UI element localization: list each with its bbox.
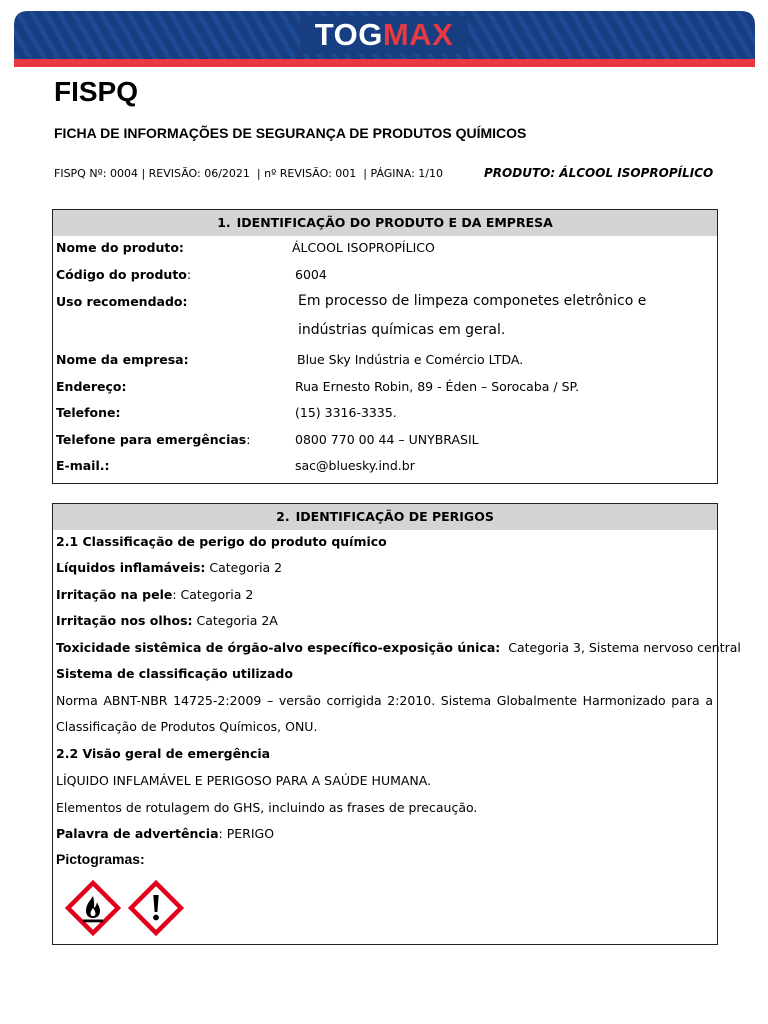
flame-pictogram-icon: [65, 880, 121, 936]
field-value-email[interactable]: sac@bluesky.ind.br: [295, 458, 415, 473]
brand-logo-part1: TOG: [314, 17, 383, 52]
field-label-product-code-suffix: :: [186, 267, 192, 282]
hazard-class-stot-label: Toxicidade sistêmica de órgão-alvo específico-exposição única:: [56, 640, 501, 655]
meta-revision-no: nº REVISÃO: 001: [264, 167, 357, 180]
meta-page: PÁGINA: 1/10: [370, 167, 444, 180]
subsection-2-2-title: 2.2 Visão geral de emergência: [56, 746, 271, 761]
field-value-product-name: ÁLCOOL ISOPROPÍLICO: [292, 240, 435, 255]
section1-title: IDENTIFICAÇÃO DO PRODUTO E DA EMPRESA: [236, 215, 553, 230]
field-value-address: Rua Ernesto Robin, 89 - Éden – Sorocaba / SP.: [295, 379, 580, 394]
hazard-class-eyes-label: Irritação nos olhos:: [56, 613, 193, 628]
field-value-emergency-phone: 0800 770 00 44 – UNYBRASIL: [295, 432, 479, 447]
classification-system-title: Sistema de classificação utilizado: [56, 666, 293, 681]
hazard-class-skin-value: : Categoria 2: [172, 587, 254, 602]
hazard-class-eyes-value: Categoria 2A: [192, 613, 278, 628]
document-subtitle: FICHA DE INFORMAÇÕES DE SEGURANÇA DE PRODUTOS QUÍMICOS: [54, 125, 527, 141]
field-label-product-code-text: Código do produto: [56, 267, 187, 282]
hazard-class-eyes: [56, 613, 278, 628]
section1-header: [53, 210, 717, 236]
section1-number: 1.: [217, 215, 231, 230]
document-title: FISPQ: [54, 76, 139, 107]
hazard-class-flammable-label: Líquidos inflamáveis:: [56, 560, 206, 575]
brand-logo: [300, 16, 468, 54]
exclamation-pictogram-icon: [128, 880, 184, 936]
field-label-product-name: Nome do produto:: [56, 240, 184, 255]
field-label-recommended-use: Uso recomendado:: [56, 294, 188, 309]
field-label-address: Endereço:: [56, 379, 127, 394]
hazard-class-skin-label: Irritação na pele: [56, 587, 173, 602]
field-label-emergency-phone-text: Telefone para emergências: [56, 432, 247, 447]
emergency-overview-line2: Elementos de rotulagem do GHS, incluindo as frases de precaução.: [56, 800, 478, 815]
field-label-phone: Telefone:: [56, 405, 121, 420]
field-label-emergency-phone: [56, 432, 250, 447]
hazard-class-skin: [56, 587, 253, 602]
field-label-company-name: Nome da empresa:: [56, 352, 189, 367]
field-label-product-code: [56, 267, 191, 282]
classification-system-line1: Norma ABNT-NBR 14725-2:2009 – versão corrigida 2:2010. Sistema Globalmente Harmonizado para a: [56, 693, 713, 708]
hazard-class-flammable: [56, 560, 282, 575]
signal-word-value: : PERIGO: [218, 826, 275, 841]
document-meta: FISPQ Nº: 0004 | REVISÃO: 06/2021 | nº REVISÃO: 001 | PÁGINA: 1/10: [54, 167, 444, 180]
section-identification: [52, 209, 718, 484]
brand-logo-part2: MAX: [382, 17, 454, 52]
field-value-recommended-use: Em processo de limpeza componetes eletrônico e indústrias químicas em geral.: [298, 293, 647, 338]
signal-word: [56, 826, 274, 841]
subsection-2-1-title: 2.1 Classificação de perigo do produto químico: [56, 534, 387, 549]
section2-title: IDENTIFICAÇÃO DE PERIGOS: [295, 509, 494, 524]
pictograms-title: Pictogramas:: [56, 851, 145, 867]
hazard-class-stot-value: Categoria 3, Sistema nervoso central: [500, 640, 741, 655]
section2-number: 2.: [276, 509, 290, 524]
product-tag: PRODUTO: ÁLCOOL ISOPROPÍLICO: [484, 166, 714, 180]
field-label-email: E-mail.:: [56, 458, 110, 473]
classification-system-line2: Classificação de Produtos Químicos, ONU.: [56, 719, 318, 734]
emergency-overview-line1: LÍQUIDO INFLAMÁVEL E PERIGOSO PARA A SAÚDE HUMANA.: [56, 773, 432, 788]
field-label-emergency-phone-suffix: :: [246, 432, 251, 447]
signal-word-label: Palavra de advertência: [56, 826, 219, 841]
meta-revision: REVISÃO: 06/2021: [148, 167, 250, 180]
field-value-company-name: Blue Sky Indústria e Comércio LTDA.: [297, 352, 524, 367]
hazard-class-flammable-value: Categoria 2: [205, 560, 283, 575]
field-value-phone: (15) 3316-3335.: [295, 405, 397, 420]
section-hazards: [52, 503, 741, 945]
meta-fispq-no: FISPQ Nº: 0004: [54, 167, 138, 180]
section2-header: [53, 504, 717, 530]
hazard-class-stot: [56, 640, 741, 655]
field-value-product-code: 6004: [295, 267, 327, 282]
